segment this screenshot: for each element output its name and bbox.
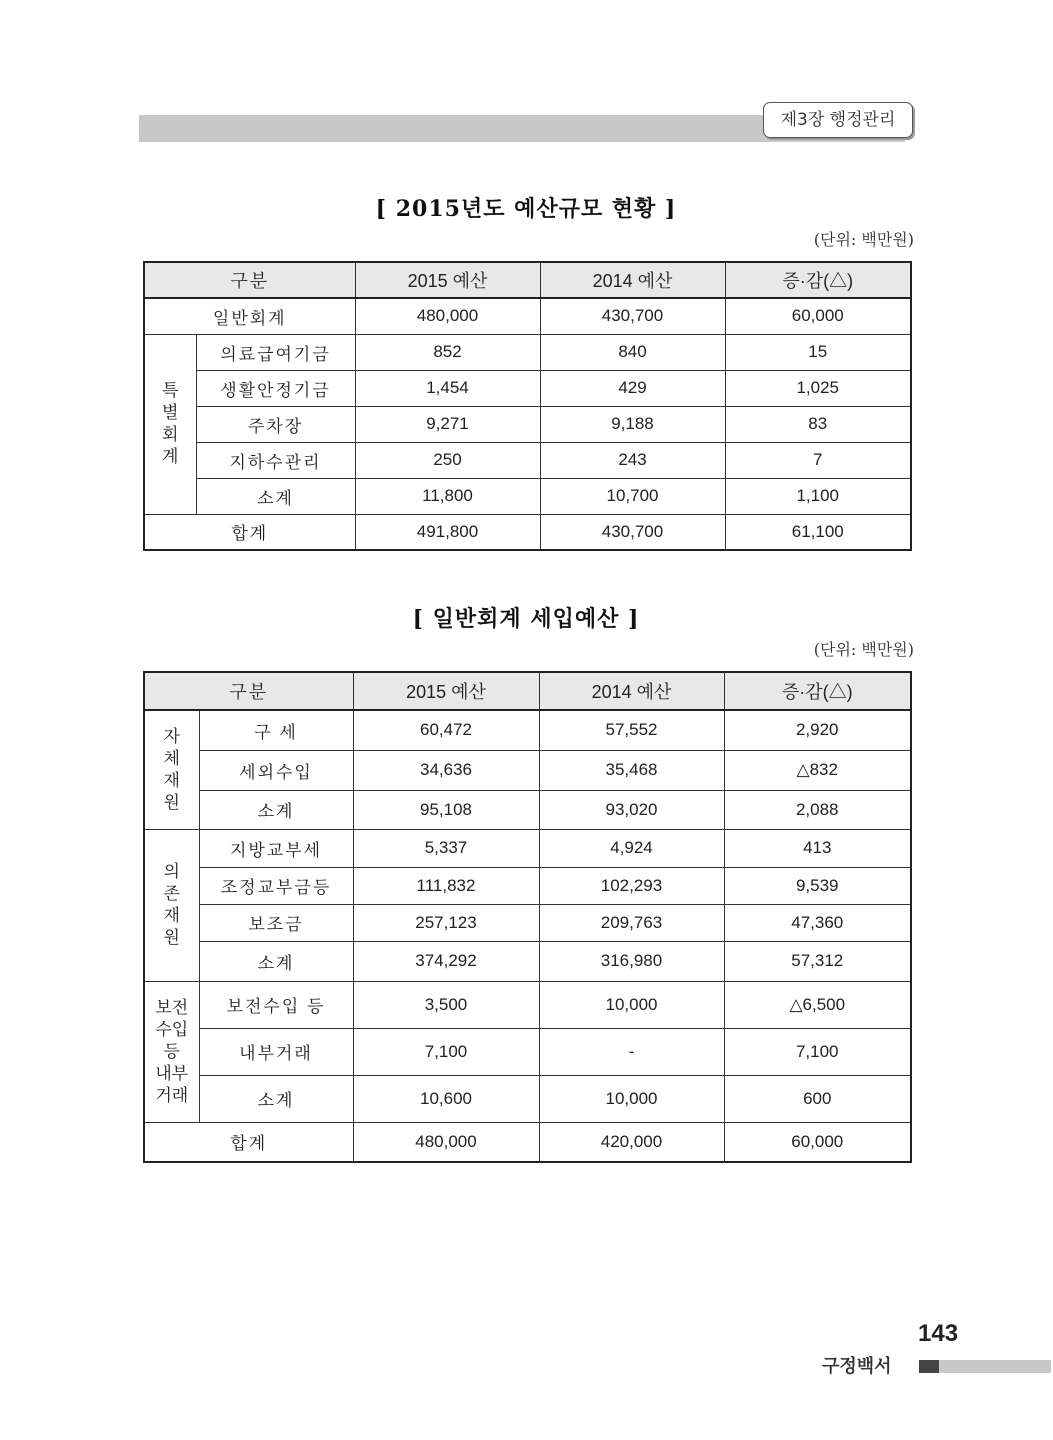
footer-bar-light [939, 1360, 1051, 1373]
header-change: 증·감(△) [724, 672, 911, 710]
header-category: 구분 [144, 262, 355, 298]
table-row-total: 합계 480,000 420,000 60,000 [144, 1122, 911, 1162]
book-title: 구정백서 [822, 1356, 892, 1377]
footer-bar-dark [919, 1360, 939, 1373]
header-change: 증·감(△) [725, 262, 911, 298]
table-row: 소계 374,292 316,980 57,312 [144, 941, 911, 981]
table-row: 소계 11,800 10,700 1,100 [144, 478, 911, 514]
table1-unit: (단위: 백만원) [813, 230, 914, 249]
table-row: 보전 수입 등 내부 거래 보전수입 등 3,500 10,000 △6,500 [144, 981, 911, 1028]
table-row: 보조금 257,123 209,763 47,360 [144, 904, 911, 941]
general-revenue-table [143, 671, 912, 1163]
table-row: 의존재원 지방교부세 5,337 4,924 413 [144, 829, 911, 867]
special-account-group [144, 334, 196, 514]
reserve-internal-group: 보전 수입 등 내부 거래 [144, 981, 199, 1122]
table2-title: [ 일반회계 세입예산 ] [412, 606, 640, 632]
table-row-total: 합계 491,800 430,700 61,100 [144, 514, 911, 550]
dependent-revenue-group: 의존재원 [144, 829, 199, 981]
table-row: 주차장 9,271 9,188 83 [144, 406, 911, 442]
table2-unit: (단위: 백만원) [813, 640, 914, 659]
page-number: 143 [918, 1320, 959, 1347]
header-category: 구분 [144, 672, 353, 710]
table-row: 세외수입 34,636 35,468 △832 [144, 750, 911, 790]
table-row: 자체재원 구 세 60,472 57,552 2,920 [144, 710, 911, 750]
table-row: 내부거래 7,100 - 7,100 [144, 1028, 911, 1075]
header-2014: 2014 예산 [540, 262, 725, 298]
table1-title: [ 2015년도 예산규모 현황 ] [375, 196, 677, 222]
table-row: 생활안정기금 1,454 429 1,025 [144, 370, 911, 406]
table-row: 소계 95,108 93,020 2,088 [144, 790, 911, 829]
budget-size-table [143, 261, 912, 551]
chapter-tab: 제3장 행정관리 [763, 102, 913, 138]
table-row: 조정교부금등 111,832 102,293 9,539 [144, 867, 911, 904]
header-2015: 2015 예산 [355, 262, 540, 298]
own-revenue-group: 자체재원 [144, 710, 199, 829]
header-2014: 2014 예산 [539, 672, 724, 710]
table-row: 특별회계 의료급여기금 852 840 15 [144, 334, 911, 370]
table-row: 일반회계 480,000 430,700 60,000 [144, 298, 911, 334]
header-2015: 2015 예산 [353, 672, 539, 710]
table-row: 소계 10,600 10,000 600 [144, 1075, 911, 1122]
table-row: 지하수관리 250 243 7 [144, 442, 911, 478]
special-group-label: 특별회계 [162, 381, 179, 466]
